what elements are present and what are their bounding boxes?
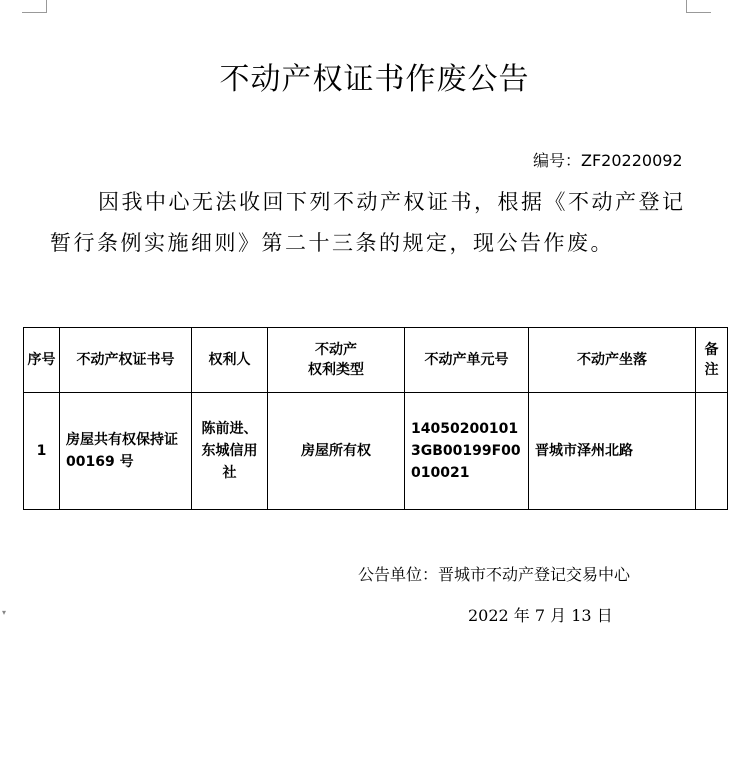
header-seq: 序号 xyxy=(24,328,60,393)
cell-remark xyxy=(696,393,728,510)
certificate-table xyxy=(23,327,728,510)
issuing-unit: 公告单位：晋城市不动产登记交易中心 xyxy=(358,565,631,584)
header-right-type xyxy=(268,328,405,393)
cell-right-type: 房屋所有权 xyxy=(268,393,405,510)
table-row xyxy=(24,393,728,510)
header-location: 不动产坐落 xyxy=(529,328,696,393)
header-cert-no: 不动产权证书号 xyxy=(60,328,192,393)
cell-location: 晋城市泽州北路 xyxy=(529,393,696,510)
header-right-type-line2: 权利类型 xyxy=(308,362,364,378)
cell-owner: 陈前进、东城信用社 xyxy=(192,393,268,510)
issue-date: 2022 年 7 月 13 日 xyxy=(468,606,613,625)
cell-unit-no: 140502001013GB00199F00010021 xyxy=(405,393,529,510)
header-right-type-line1: 不动产 xyxy=(315,342,357,358)
margin-marker-icon: ▾ xyxy=(2,608,7,617)
header-owner: 权利人 xyxy=(192,328,268,393)
announcement-body: 因我中心无法收回下列不动产权证书，根据《不动产登记暂行条例实施细则》第二十三条的规定，现公告作废。 xyxy=(50,190,686,255)
document-number: 编号：ZF20220092 xyxy=(533,151,683,170)
table-header-row xyxy=(24,328,728,393)
cell-seq: 1 xyxy=(24,393,60,510)
header-remark: 备注 xyxy=(696,328,728,393)
crop-mark-top-right xyxy=(686,0,711,13)
page-title: 不动产权证书作废公告 xyxy=(219,62,530,97)
cell-cert-no: 房屋共有权保持证 00169 号 xyxy=(60,393,192,510)
header-unit-no: 不动产单元号 xyxy=(405,328,529,393)
crop-mark-top-left xyxy=(22,0,47,13)
